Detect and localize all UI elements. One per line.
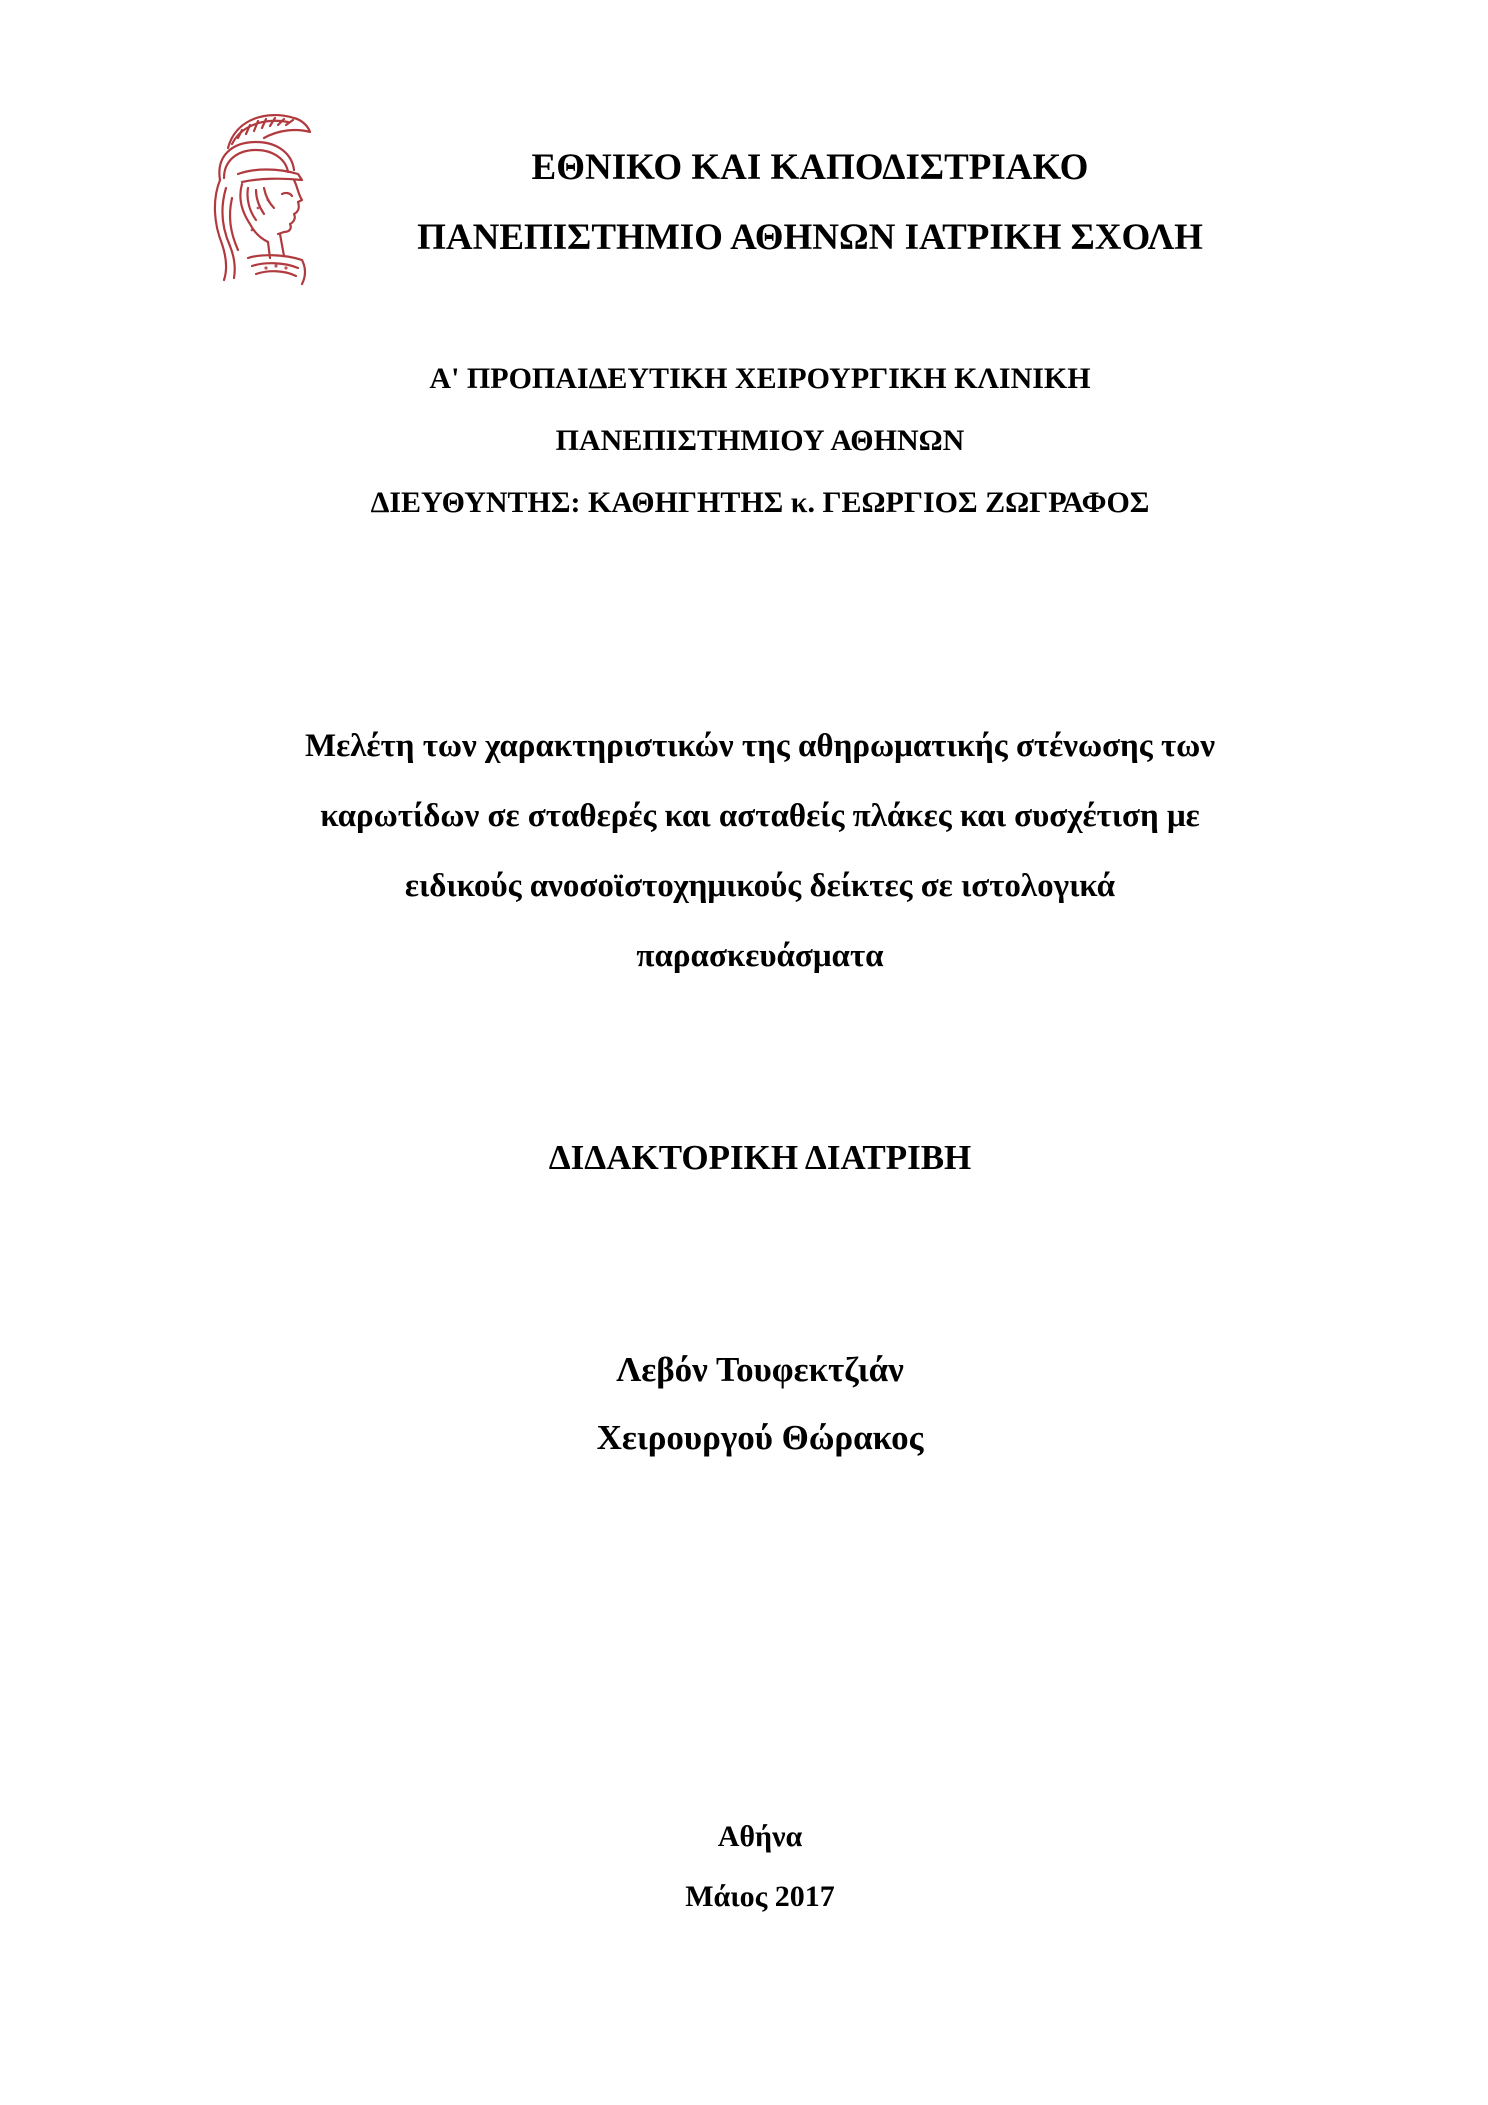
author-specialty: Χειρουργού Θώρακος <box>596 1418 924 1457</box>
thesis-title-line4: παρασκευάσματα <box>636 938 884 974</box>
clinic-name-line2: ΠΑΝΕΠΙΣΤΗΜΙΟΥ ΑΘΗΝΩΝ <box>555 424 965 457</box>
thesis-title-line1: Μελέτη των χαρακτηριστικών της αθηρωματικής στένωσης των <box>304 728 1216 764</box>
author-name: Λεβόν Τουφεκτζιάν <box>616 1350 904 1389</box>
clinic-director: ΔΙΕΥΘΥΝΤΗΣ: ΚΑΘΗΓΗΤΗΣ κ. ΓΕΩΡΓΙΟΣ ΖΩΓΡΑΦΟΣ <box>370 486 1150 519</box>
thesis-title-line3: ειδικούς ανοσοϊστοχημικούς δείκτες σε ιστολογικά <box>404 868 1116 904</box>
city: Αθήνα <box>717 1820 803 1853</box>
clinic-name-line1: Α' ΠΡΟΠΑΙΔΕΥΤΙΚΗ ΧΕΙΡΟΥΡΓΙΚΗ ΚΛΙΝΙΚΗ <box>429 362 1091 395</box>
university-name-line2: ΠΑΝΕΠΙΣΤΗΜΙΟ ΑΘΗΝΩΝ ΙΑΤΡΙΚΗ ΣΧΟΛΗ <box>417 217 1203 258</box>
athena-helmet-seal-icon <box>198 108 318 288</box>
document-type: ΔΙΔΑΚΤΟΡΙΚΗ ΔΙΑΤΡΙΒΗ <box>548 1138 972 1177</box>
university-name-line1: ΕΘΝΙΚΟ ΚΑΙ ΚΑΠΟΔΙΣΤΡΙΑΚΟ <box>531 147 1089 188</box>
thesis-title-line2: καρωτίδων σε σταθερές και ασταθείς πλάκες και συσχέτιση με <box>320 798 1200 834</box>
date: Μάιος 2017 <box>685 1880 835 1913</box>
